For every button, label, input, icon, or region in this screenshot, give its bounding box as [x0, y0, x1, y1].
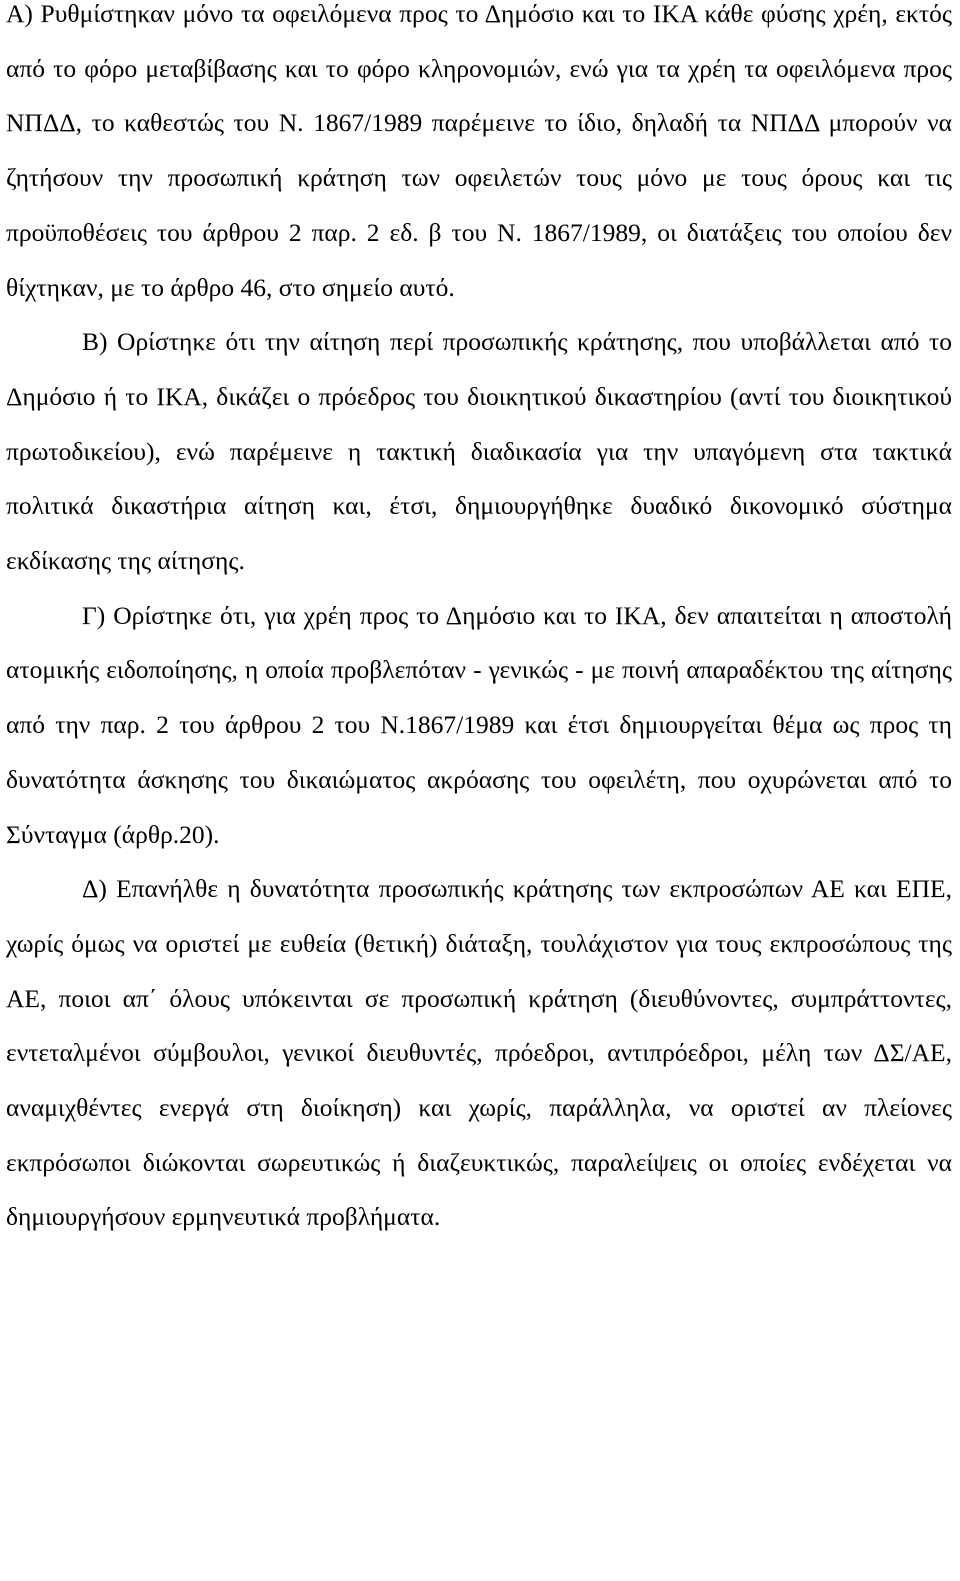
paragraph-c: Γ) Ορίστηκε ότι, για χρέη προς το Δημόσιο και το ΙΚΑ, δεν απαιτείται η αποστολή ατομικής ειδοποίησης, η οποία προβλεπόταν - γενικώς - με ποινή απαραδέκτου της αίτησης από την παρ. 2 του άρθρου 2 του Ν.1867/1989 και έτσι δημιουργείται θέμα ως προς τη δυνατότητα άσκησης του δικαιώματος ακρόασης του οφειλέτη, που οχυρώνεται από το Σύνταγμα (άρθρ.20). — [6, 600, 952, 849]
paragraph-d: Δ) Επανήλθε η δυνατότητα προσωπικής κράτησης των εκπροσώπων ΑΕ και ΕΠΕ, χωρίς όμως να οριστεί με ευθεία (θετική) διάταξη, τουλάχιστον για τους εκπροσώπους της ΑΕ, ποιοι απ΄ όλους υπόκεινται σε προσωπική κράτηση (διευθύνοντες, συμπράττοντες, εντεταλμένοι σύμβουλοι, γενικοί διευθυντές, πρόεδροι, αντιπρόεδροι, μέλη των ΔΣ/ΑΕ, αναμιχθέντες ενεργά στη διοίκηση) και χωρίς, παράλληλα, να οριστεί αν πλείονες εκπρόσωποι διώκονται σωρευτικώς ή διαζευκτικώς, παραλείψεις οι οποίες ενδέχεται να δημιουργήσουν ερμηνευτικά προβλήματα. — [6, 874, 952, 1232]
paragraph-b: Β) Ορίστηκε ότι την αίτηση περί προσωπικής κράτησης, που υποβάλλεται από το Δημόσιο ή το ΙΚΑ, δικάζει ο πρόεδρος του διοικητικού δικαστηρίου (αντί του διοικητικού πρωτοδικείου), ενώ παρέμεινε η τακτική διαδικασία για την υπαγόμενη στα τακτικά πολιτικά δικαστήρια αίτηση και, έτσι, δημιουργήθηκε δυαδικό δικονομικό σύστημα εκδίκασης της αίτησης. — [6, 327, 952, 576]
paragraph-a: Α) Ρυθμίστηκαν μόνο τα οφειλόμενα προς το Δημόσιο και το ΙΚΑ κάθε φύσης χρέη, εκτός από το φόρο μεταβίβασης και το φόρο κληρονομιών, ενώ για τα χρέη τα οφειλόμενα προς ΝΠΔΔ, το καθεστώς του Ν. 1867/1989 παρέμεινε το ίδιο, δηλαδή τα ΝΠΔΔ μπορούν να ζητήσουν την προσωπική κράτηση των οφειλετών τους μόνο με τους όρους και τις προϋποθέσεις του άρθρου 2 παρ. 2 εδ. β του Ν. 1867/1989, οι διατάξεις του οποίου δεν θίχτηκαν, με το άρθρο 46, στο σημείο αυτό. — [6, 0, 952, 302]
